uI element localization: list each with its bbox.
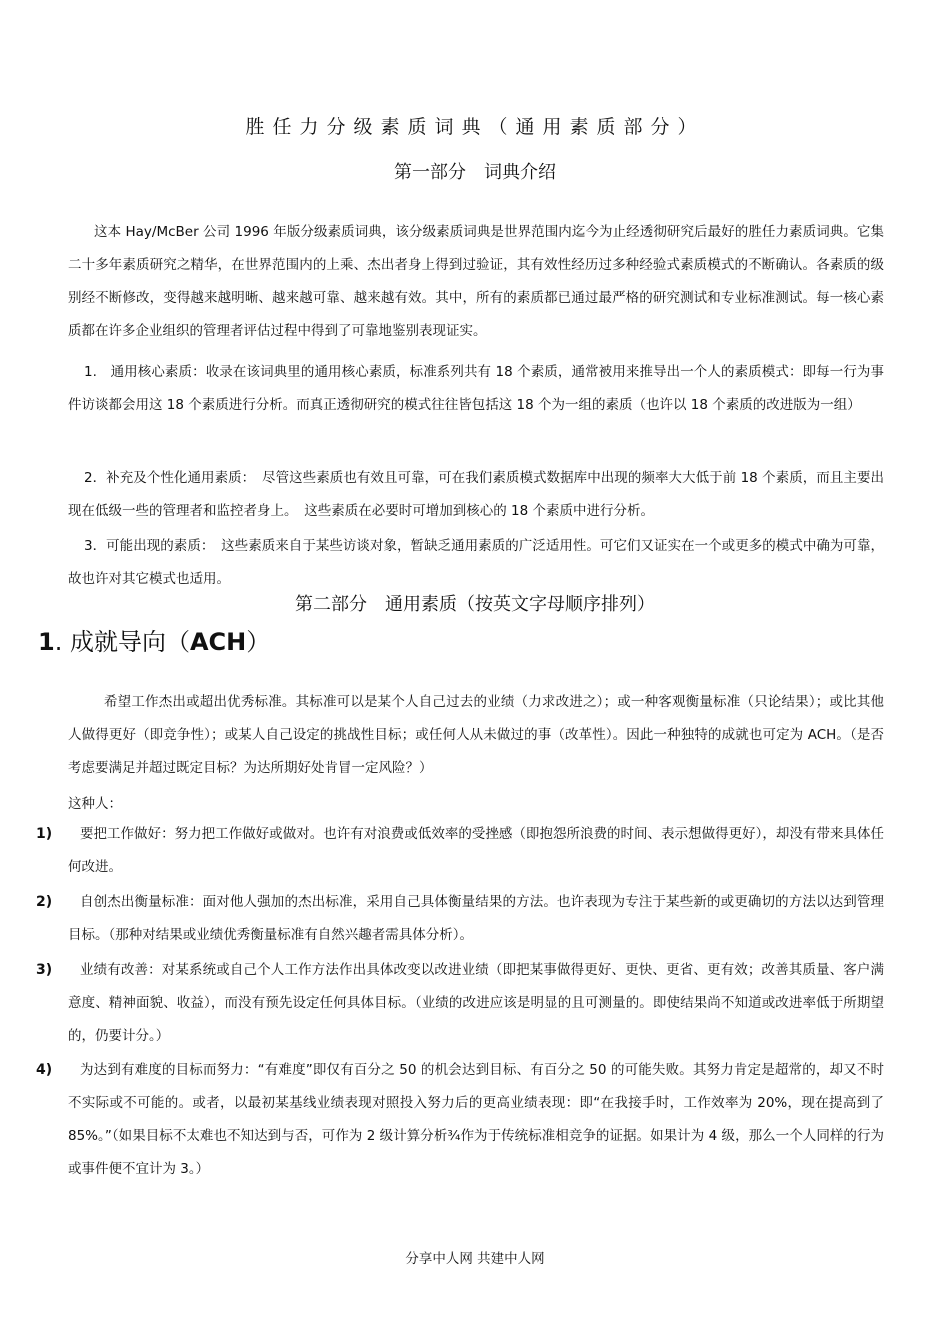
section-code: ACH — [189, 628, 247, 656]
item-4-number: 4) — [36, 1062, 53, 1078]
point-3-paragraph: 3．可能出现的素质： 这些素质来自于某些访谈对象，暂缺乏通用素质的广泛适用性。可它们又证实在一个或更多的模式中确为可靠，故也许对其它模式也适用。 — [68, 538, 884, 587]
item-1-text: 要把工作做好：努力把工作做好或做对。也许有对浪费或低效率的受挫感（即抱怨所浪费的时间、表示想做得更好），却没有带来具体任何改进。 — [68, 826, 884, 875]
section-1-description: 希望工作杰出或超出优秀标准。其标准可以是某个人自己过去的业绩（力求改进之）；或一种客观衡量标准（只论结果）；或比其他人做得更好（即竞争性）；或某人自己设定的挑战性目标；或任何人从未做过的事（改革性）。因此一种独特的成就也可定为 ACH。（是否考虑要满足并超过既定目标？为达所期好处肯冒一定风险？） — [68, 694, 884, 776]
point-2-paragraph: 2．补充及个性化通用素质： 尽管这些素质也有效且可靠，可在我们素质模式数据库中出现的频率大大低于前 18 个素质，而且主要出现在低级一些的管理者和监控者身上。 这些素质在必要时可增加到核心的 18 个素质中进行分析。 — [68, 470, 884, 519]
item-4-text: 为达到有难度的目标而努力：“有难度”即仅有百分之 50 的机会达到目标、有百分之 50 的可能失败。其努力肯定是超常的，却又不时不实际或不可能的。或者，以最初某基线业绩表现对照投入努力后的更高业绩表现：即“在我接手时，工作效率为 20%，现在提高到了 85%。”（如果目标不太难也不知达到与否，可作为 2 级计算分析¾作为于传统标准相竞争的证据。如果计为 4 级，那么一个人同样的行为或事件便不宜计为 3。） — [68, 1062, 898, 1177]
document-title: 胜任力分级素质词典（通用素质部分） — [245, 116, 705, 138]
such-person-label: 这种人： — [68, 796, 122, 812]
item-2-text: 自创杰出衡量标准：面对他人强加的杰出标准，采用自己具体衡量结果的方法。也许表现为专注于某些新的或更确切的方法以达到管理目标。（那种对结果或业绩优秀衡量标准有自然兴趣者需具体分析）。 — [68, 894, 884, 943]
section-number: 1 — [38, 628, 55, 656]
section-close: ） — [246, 628, 271, 656]
section-name: 成就导向（ — [69, 628, 190, 656]
item-2-number: 2) — [36, 894, 53, 910]
section-1-heading — [38, 624, 270, 660]
page-footer: 分享中人网 共建中人网 — [405, 1251, 545, 1267]
item-3-text: 业绩有改善：对某系统或自己个人工作方法作出具体改变以改进业绩（即把某事做得更好、更快、更省、更有效；改善其质量、客户满意度、精神面貌、收益），而没有预先设定任何具体目标。（业绩的改进应该是明显的且可测量的。即使结果尚不知道或改进率低于所期望的，仍要计分。） — [68, 962, 884, 1044]
item-1-number: 1) — [36, 826, 53, 842]
intro-paragraph: 这本 Hay/McBer 公司 1996 年版分级素质词典，该分级素质词典是世界范围内迄今为止经透彻研究后最好的胜任力素质词典。它集二十多年素质研究之精华，在世界范围内的上乘、杰出者身上得到过验证，其有效性经历过多种经验式素质模式的不断确认。各素质的级别经不断修改，变得越来越明晰、越来越可靠、越来越有效。其中，所有的素质都已通过最严格的研究测试和专业标准测试。每一核心素质都在许多企业组织的管理者评估过程中得到了可靠地鉴别表现证实。 — [68, 224, 884, 339]
part2-heading: 第二部分 通用素质（按英文字母顺序排列） — [295, 594, 655, 615]
item-3-number: 3) — [36, 962, 53, 978]
part1-heading: 第一部分 词典介绍 — [394, 162, 556, 183]
point-1-paragraph: 1. 通用核心素质：收录在该词典里的通用核心素质，标准系列共有 18 个素质，通常被用来推导出一个人的素质模式：即每一行为事件访谈都会用这 18 个素质进行分析。而真正透彻研究的模式往往皆包括这 18 个为一组的素质（也许以 18 个素质的改进版为一组） — [68, 364, 884, 413]
section-number-dot: . — [54, 628, 70, 656]
